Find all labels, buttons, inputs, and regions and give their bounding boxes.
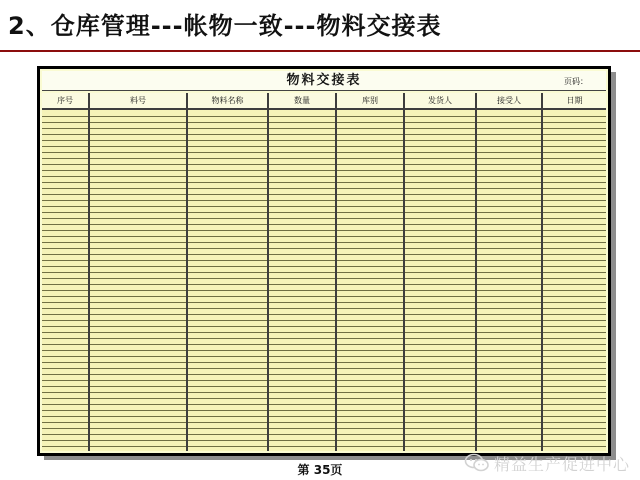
column-date [543,93,606,451]
column-warehouse [337,93,405,451]
column-material-no [90,93,188,451]
column-seq [42,93,90,451]
column-header-sender: 发货人 [405,93,475,110]
slide-title: 2、仓库管理---帐物一致---物料交接表 [8,12,442,40]
wechat-logo-icon [464,453,490,473]
column-header-seq: 序号 [42,93,88,110]
column-header-material-name: 物料名称 [188,93,267,110]
column-header-warehouse: 库别 [337,93,403,110]
column-header-receiver: 接受人 [477,93,541,110]
form-header [42,71,606,91]
column-quantity [269,93,337,451]
watermark [464,452,630,474]
material-handover-form [37,66,611,456]
watermark-text: 精益生产促进中心 [493,454,630,474]
form-grid [42,93,606,451]
form-title: 物料交接表 [286,73,362,88]
page-number: 第 35页 [297,463,343,477]
column-sender [405,93,477,451]
column-header-date: 日期 [543,93,606,110]
form-sheet [40,69,608,453]
form-page-label: 页码： [564,77,588,86]
title-divider [0,50,640,52]
column-header-material-no: 料号 [90,93,186,110]
column-receiver [477,93,543,451]
column-header-quantity: 数量 [269,93,335,110]
column-material-name [188,93,269,451]
